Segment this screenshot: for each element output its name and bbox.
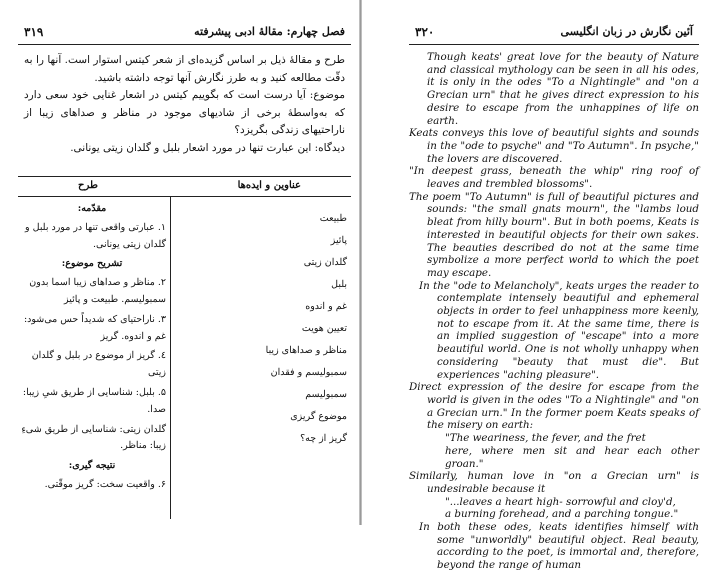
essay-text — [409, 51, 699, 572]
right-page-number: ۳۲۰ — [415, 25, 435, 39]
section-title-intro: مقدّمه: — [77, 203, 107, 214]
essay-paragraph: Keats conveys this love of beautiful sights and sounds in the "ode to psyche" and "To Autumn". In psyche," the lovers are discovered. — [409, 127, 699, 165]
idea-item: پائیز — [330, 235, 347, 246]
plan-item: گلدان زیتی: شناسایی از طریق شیءِ زیبا: مناظر. — [21, 423, 166, 452]
idea-item: مناظر و صداهای زیبا — [265, 345, 347, 356]
section-title-conclusion: نتیجه گیری: — [68, 460, 116, 472]
plan-item: ۳. ناراحتیای که شدیداً حس می‌شود: غم و اندوه. گریز — [23, 313, 166, 342]
essay-paragraph: Similarly, human love in "on a Grecian urn" is undesirable because it — [409, 470, 699, 495]
essay-paragraph: "In deepest grass, beneath the whip" ring roof of leaves and trembled blossoms". — [409, 165, 699, 191]
ideas-column — [227, 208, 347, 450]
idea-item: طبیعت — [319, 213, 347, 224]
table-column-divider — [170, 196, 171, 519]
table-top-rule — [18, 176, 351, 177]
left-intro — [24, 52, 345, 157]
left-page — [0, 0, 361, 525]
quote-line: "The weariness, the fever, and the fret — [445, 432, 646, 445]
plan-column — [18, 198, 166, 497]
plan-item: ۱. عبارتی واقعی تنها در مورد بلبل و گلدان زیتی یونانی. — [25, 221, 166, 250]
plan-item: ٤. گریز از موضوع در بلبل و گلدان زیتی — [31, 350, 166, 379]
table-header-ideas: عناوین و ایده‌ها — [237, 180, 301, 191]
essay-paragraph: The poem "To Autumn" is full of beautiful pictures and sounds: "the small gnats mourn", the "lambs loud bleat from hilly bourn". But in both poems, Keats is interested in beautiful objects for their own sakes. The beauties described do not at the same time symbolize a more perfect world to which the poet may escape. — [409, 190, 699, 279]
quote-line: "...leaves a heart high- sorrowful and cloy'd, — [445, 495, 676, 508]
left-page-header — [18, 22, 351, 45]
idea-item: تعیین هویت — [301, 323, 347, 334]
idea-item: بلبل — [331, 279, 347, 290]
plan-item: ۵. بلبل: شناسایی از طریق شیِ زیبا: صدا. — [22, 386, 166, 415]
left-page-number: ۳۱۹ — [24, 25, 44, 39]
essay-paragraph: In both these odes, keats identifies himself with some "unworldly" beautiful object. Real beauty, according to the poet, is immortal and, therefore, beyond the range of human — [419, 521, 699, 572]
idea-item: سمبولیسم و فقدان — [270, 367, 347, 378]
intro-paragraph: طرح و مقالهٔ ذیل بر اساس گزیده‌ای از شعر کیتس استوار است. آنها را به دقّت مطالعه کنید و به طرز نگارش آنها توجه داشته باشید. — [24, 54, 345, 84]
idea-item: سمبولیسم — [305, 389, 347, 400]
section-title-body: تشریح موضوع: — [61, 258, 123, 270]
right-page — [361, 0, 721, 572]
idea-item: غم و اندوه — [305, 301, 347, 312]
quote-line: here, where men sit and hear each other groan." — [445, 444, 699, 470]
idea-item: گلدان زیتی — [303, 257, 347, 268]
idea-item: گریز از چه؟ — [300, 433, 347, 444]
right-page-header — [409, 22, 699, 45]
essay-paragraph: In the "ode to Melancholy", keats urges the reader to contemplate intensely beautiful and ephemeral objects in order to feel unhappiness more keenly, not to escape from it. At the same time, there is an implied suggestion of "escape" into a more beautiful world. One is not wholly unhappy when considering "beauty that must die". But experiences "aching pleasure". — [419, 279, 699, 381]
essay-paragraph: Direct expression of the desire for escape from the world is given in the odes "To a Nightingle" and "on a Grecian urn." In the former poem Keats speaks of the misery on earth: — [409, 381, 699, 432]
outline-table — [18, 176, 351, 519]
quote-line: a burning forehead, and a parching tongue." — [445, 508, 679, 521]
right-running-header: آئین نگارش در زبان انگلیسی — [560, 25, 693, 38]
idea-item: موضوع گریزی — [290, 411, 347, 422]
viewpoint-paragraph: دیدگاه: این عبارت تنها در مورد اشعار بلبل و گلدان زیتی یونانی. — [70, 141, 345, 154]
table-header-rule — [18, 196, 351, 197]
table-header-plan: طرح — [78, 180, 98, 191]
plan-item: ۲. مناظر و صداهای زیبا اسما بدون سمبولیسم. طبیعت و پائیز — [29, 277, 166, 305]
essay-paragraph: Though keats' great love for the beauty of Nature and classical mythology can be seen in all his odes, it is only in the odes "To a Nightingle" and "on a Grecian urn" that he gives direct expression to his desire to escape from the unhappines of life on earth. — [427, 51, 699, 127]
plan-item: ۶. واقعیت سخت: گریز موقّتی. — [44, 478, 166, 490]
topic-paragraph: موضوع: آیا درست است که بگوییم کیتس در اشعار غنایی خود سعی دارد که به‌واسطهٔ برخی از شادیهای موجود در مناظر و صداهای زیبا از ناراحتیهای زندگی بگریزد؟ — [24, 89, 345, 136]
left-running-header: فصل چهارم: مقالهٔ ادبی پیشرفته — [194, 25, 345, 38]
